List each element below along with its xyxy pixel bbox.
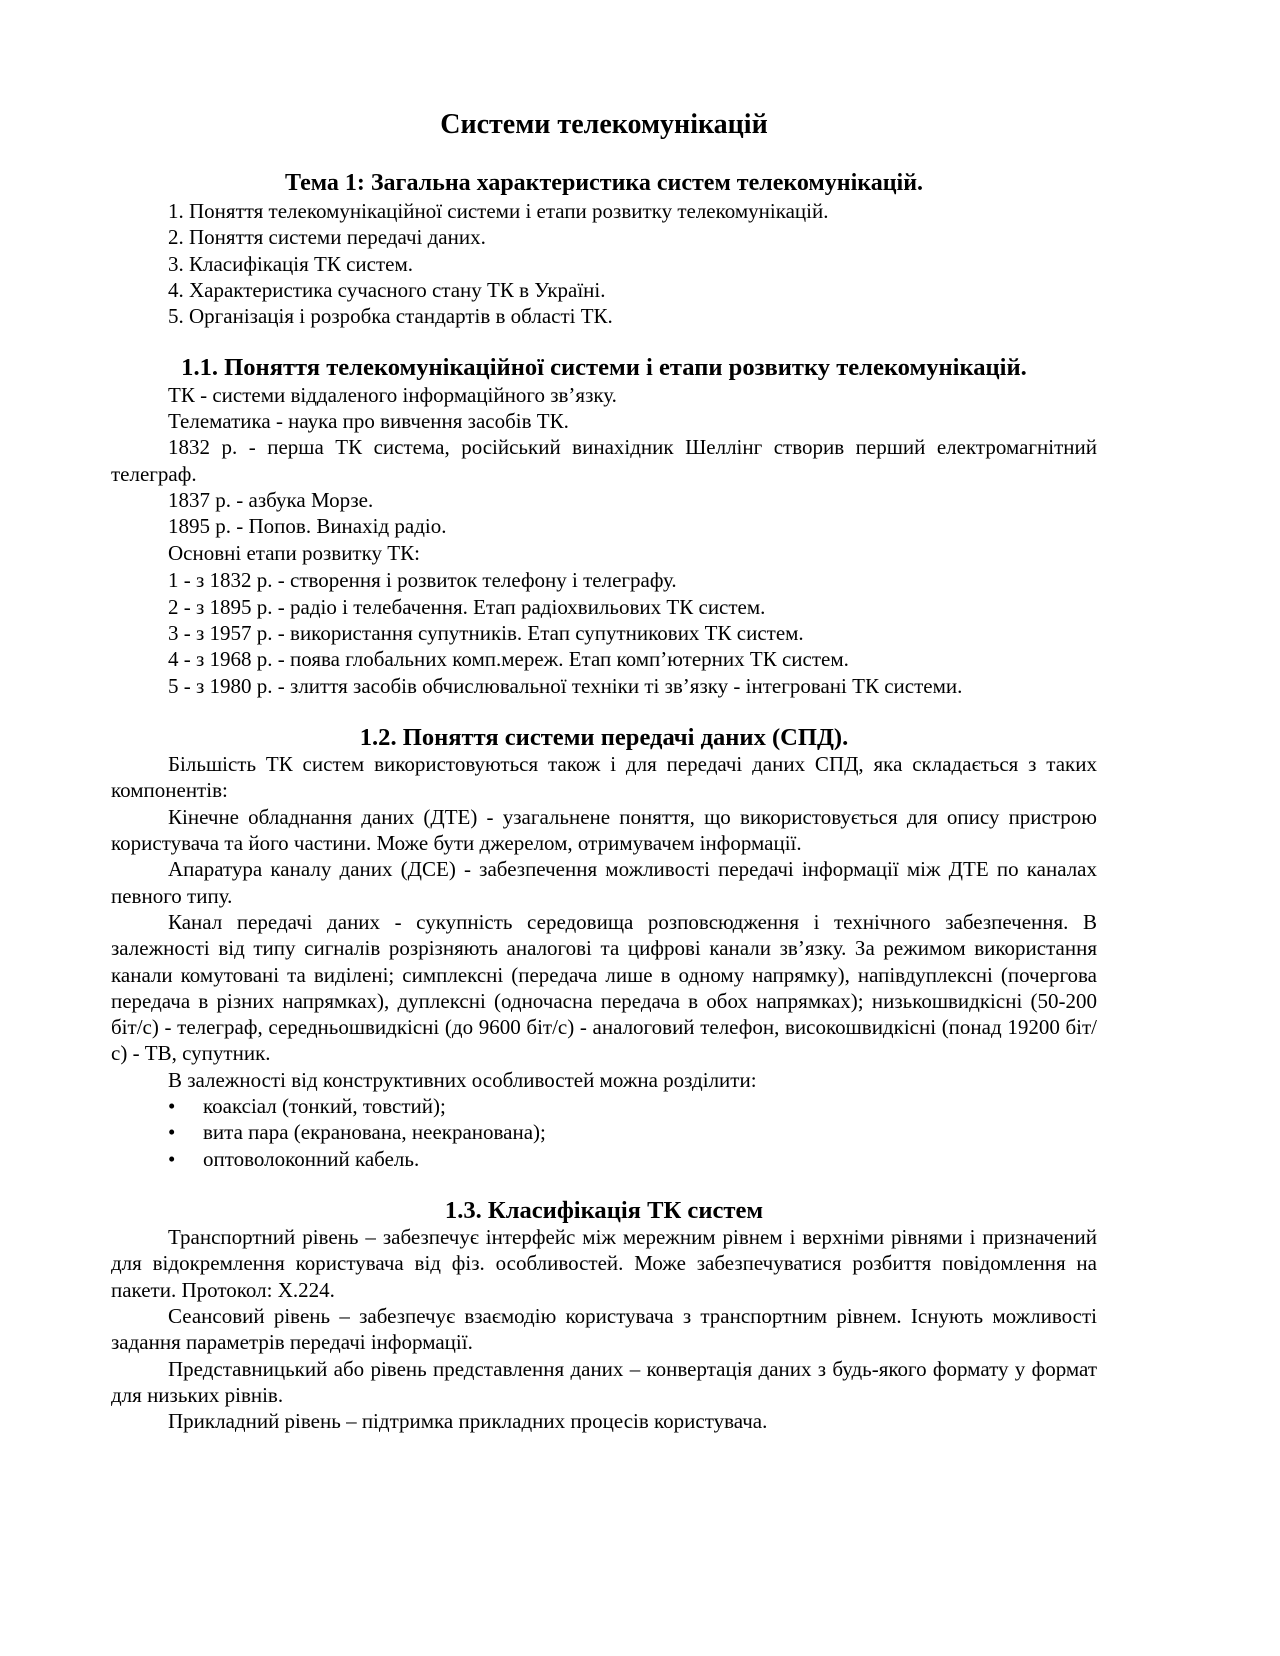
paragraph: ТК - системи віддаленого інформаційного зв’язку. [168,382,617,407]
section-1-1 [111,355,1097,698]
bullet-icon: • [168,1146,176,1171]
paragraph: Представницький або рівень представлення даних – конвертація даних з будь-якого формату у формат для низьких рівнів. [111,1356,1097,1407]
list-item: • оптоволоконний кабель. [168,1146,420,1171]
paragraph: Апаратура каналу даних (ДСЕ) - забезпечення можливості передачі інформації між ДТЕ по каналах певного типу. [111,857,1097,908]
paragraph: Кінечне обладнання даних (ДТЕ) - узагальнене поняття, що використовується для опису пристрою користувача та його частини. Може бути джерелом, отримувачем інформації. [111,804,1097,856]
topic-plan-list [111,198,1097,329]
paragraph: 1832 р. - перша ТК система, російський винахідник Шеллінг створив перший електромагнітний телеграф. [111,435,1097,486]
plan-item: 4. Характеристика сучасного стану ТК в Україні. [168,277,606,302]
paragraph: 1837 р. - азбука Морзе. [168,487,374,512]
paragraph: Сеансовий рівень – забезпечує взаємодію користувача з транспортним рівнем. Існують можливості задання параметрів передачі інформації. [111,1304,1097,1355]
paragraph: Прикладний рівень – підтримка прикладних процесів користувача. [168,1409,768,1434]
bullet-icon: • [168,1120,176,1145]
paragraph: Транспортний рівень – забезпечує інтерфейс між мережним рівнем і верхніми рівнями і призначений для відокремлення користувача від фіз. особливостей. Може забезпечуватися розбиття повідомлення на пакети. Протокол: X.224. [111,1225,1097,1302]
section-heading: 1.2. Поняття системи передачі даних (СПД). [359,723,849,751]
plan-item: 5. Організація і розробка стандартів в області ТК. [168,304,613,329]
list-item: • коаксіал (тонкий, товстий); [168,1094,446,1118]
paragraph: Телематика - наука про вивчення засобів ТК. [168,409,569,434]
bullet-icon: • [168,1094,176,1118]
plan-item: 3. Класифікація ТК систем. [168,251,413,276]
stage-item: 3 - з 1957 р. - використання супутників. Етап супутникових ТК систем. [168,620,804,645]
paragraph: Основні етапи розвитку ТК: [168,540,420,565]
document-page [111,108,1097,1435]
topic-heading: Тема 1: Загальна характеристика систем телекомунікацій. [284,170,924,196]
section-1-3 [111,1198,1097,1435]
section-heading: 1.1. Поняття телекомунікаційної системи і етапи розвитку телекомунікацій. [181,354,1027,382]
document-title: Системи телекомунікацій [440,109,768,140]
cable-types-list [111,1093,1097,1172]
stage-item: 5 - з 1980 р. - злиття засобів обчислювальної техніки ті зв’язку - інтегровані ТК системи. [168,673,963,698]
paragraph: Більшість ТК систем використовуються також і для передачі даних СПД, яка складається з таких компонентів: [111,752,1097,803]
paragraph: В залежності від конструктивних особливостей можна розділити: [168,1067,757,1092]
stage-item: 1 - з 1832 р. - створення і розвиток телефону і телеграфу. [168,568,677,593]
list-item: • вита пара (екранована, неекранована); [168,1120,546,1145]
stage-item: 2 - з 1895 р. - радіо і телебачення. Етап радіохвильових ТК систем. [168,594,766,619]
plan-item: 1. Поняття телекомунікаційної системи і етапи розвитку телекомунікацій. [168,199,829,223]
plan-item: 2. Поняття системи передачі даних. [168,225,486,250]
paragraph: Канал передачі даних - сукупність середовища розповсюдження і технічного забезпечення. В залежності від типу сигналів розрізняють аналогові та цифрові канали зв’язку. За режимом використання канали комутовані та виділені; симплексні (передача лише в одному напрямку), напівдуплексні (почергова передача в різних напрямках), дуплексні (одночасна передача в обох напрямках); низькошвидкісні (50-200 біт/с) - телеграф, середньошвидкісні (до 9600 біт/с) - аналоговий телефон, високошвидкісні (понад 19200 біт/с) - ТВ, супутник. [111,909,1097,1066]
section-1-2 [111,725,1097,1172]
paragraph: 1895 р. - Попов. Винахід радіо. [168,514,447,539]
stage-item: 4 - з 1968 р. - поява глобальних комп.мереж. Етап комп’ютерних ТК систем. [168,647,849,672]
section-heading: 1.3. Класифікація ТК систем [444,1196,764,1224]
